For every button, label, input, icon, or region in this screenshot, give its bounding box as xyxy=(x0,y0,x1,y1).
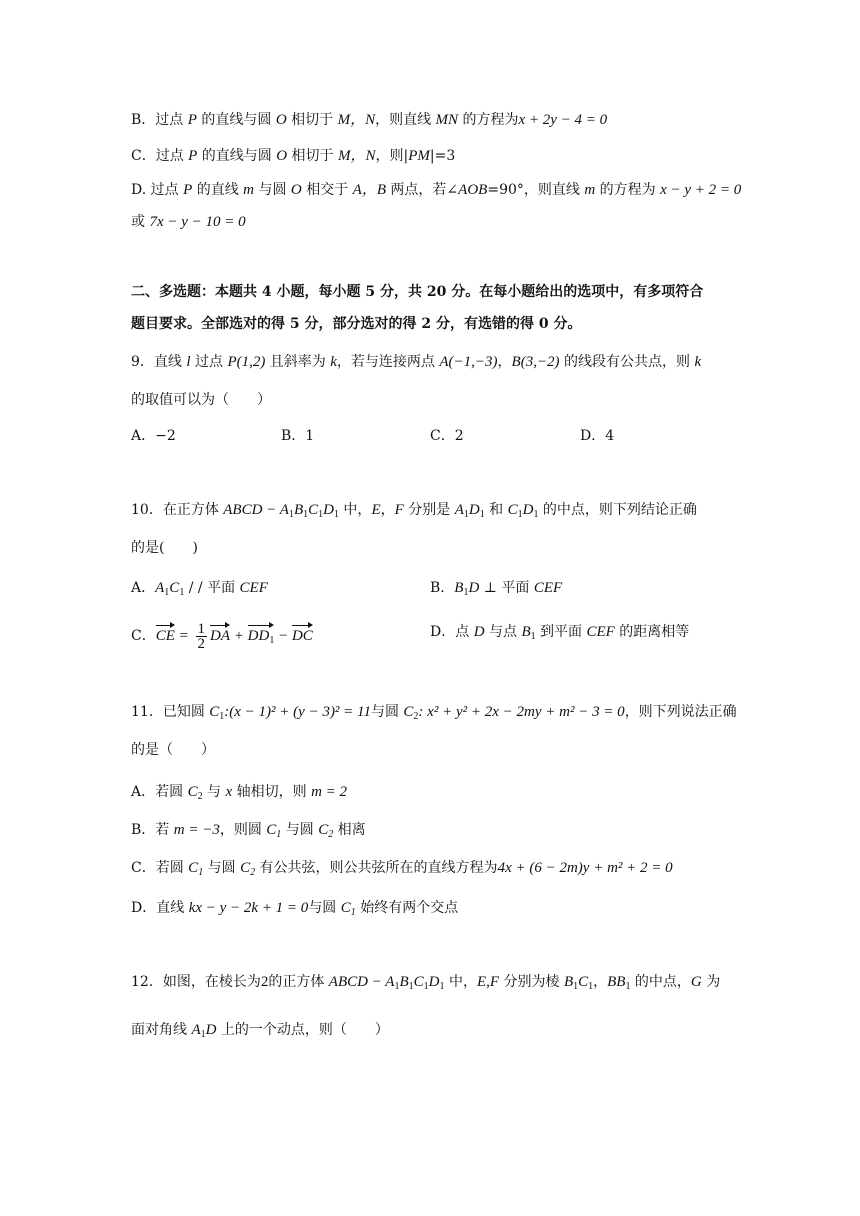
text: / / 平面 xyxy=(184,580,240,596)
text: 上的一个动点，则（ ） xyxy=(216,1022,389,1038)
text: ，则| xyxy=(375,148,409,164)
text: 到平面 xyxy=(535,624,587,640)
text: 的直线 xyxy=(192,182,244,198)
equation: m = −3 xyxy=(173,822,220,838)
text: ， xyxy=(380,502,395,518)
circle-c1: $C_1$ xyxy=(266,822,282,840)
points-mn: M，N xyxy=(337,112,376,128)
section-heading: 二、多选题：本题共 4 小题，每小题 5 分，共 20 分。在每小题给出的选项中，有多项符合 xyxy=(131,284,704,300)
diagonal-a1d: $A_1D$ xyxy=(191,1022,217,1040)
plane-cef: CEF xyxy=(586,624,615,640)
q11-option-a xyxy=(131,782,347,807)
text: 面对角线 xyxy=(131,1022,192,1038)
text: 相交于 xyxy=(301,182,353,198)
text: D．点 xyxy=(430,624,474,640)
text: 10．在正方体 xyxy=(131,502,224,518)
edge-length: 2 xyxy=(260,974,269,990)
q10-option-d xyxy=(430,622,689,647)
text: 中， xyxy=(444,974,477,990)
question-10-cont: 的是( ) xyxy=(131,540,198,556)
circle-c1: $C_1$ xyxy=(340,900,356,918)
q8-option-b xyxy=(131,110,607,130)
question-11-cont: 的是（ ） xyxy=(131,742,215,758)
slope-k: k xyxy=(694,354,702,370)
point-g: G xyxy=(690,974,702,990)
angle-aob: AOB xyxy=(458,182,488,198)
text: A． xyxy=(131,580,156,596)
text: C xyxy=(318,822,329,838)
line-m: m xyxy=(243,182,254,198)
text: 与圆 xyxy=(308,900,341,916)
text: 与 xyxy=(202,784,226,800)
points-mn: M，N xyxy=(338,148,376,164)
text: 的中点， xyxy=(630,974,691,990)
points-ef: E,F xyxy=(476,974,500,990)
point-p: P(1,2) xyxy=(227,354,266,370)
equation: x + 2y − 4 = 0 xyxy=(518,112,608,128)
q11-option-b xyxy=(131,820,366,845)
line-l: l xyxy=(186,354,191,370)
text: 的直线与圆 xyxy=(196,112,276,128)
text: 和 xyxy=(484,502,508,518)
text: ， xyxy=(497,354,512,370)
cube-name: ABCD − $A_1B_1C_1D_1$ xyxy=(223,502,339,520)
text: 相切于 xyxy=(286,112,338,128)
circle-o: O xyxy=(275,112,287,128)
text: 过点 xyxy=(190,354,228,370)
text: 分别是 xyxy=(403,502,455,518)
equation: 7x − y − 10 = 0 xyxy=(149,214,246,230)
text: 与点 xyxy=(484,624,522,640)
q9-option-a: A．−2 xyxy=(131,428,176,444)
x-axis: x xyxy=(225,784,233,800)
text: A．若圆 xyxy=(131,784,188,800)
circle-c1: $C_1$ xyxy=(209,704,225,722)
cube-name: ABCD − $A_1B_1C_1D_1$ xyxy=(328,974,445,992)
segment-pm: PM xyxy=(408,148,430,164)
equation: x − y + 2 = 0 xyxy=(660,182,742,198)
text: 为 xyxy=(701,974,721,990)
point-a: A(−1,−3) xyxy=(439,354,498,370)
text: 与圆 xyxy=(254,182,291,198)
text: 的线段有公共点，则 xyxy=(559,354,695,370)
text: ，则圆 xyxy=(219,822,267,838)
line-m: m xyxy=(584,182,596,198)
text: 的方程为 xyxy=(458,112,519,128)
text: ，若与连接两点 xyxy=(336,354,440,370)
text: 轴相切，则 xyxy=(232,784,312,800)
text: ⊥ 平面 xyxy=(479,580,534,596)
point-p: P xyxy=(188,148,198,164)
text: 分别为棱 xyxy=(499,974,564,990)
q10-option-a xyxy=(131,578,268,603)
equation: 4x + (6 − 2m)y + m² + 2 = 0 xyxy=(497,860,673,876)
point-p: P xyxy=(187,112,197,128)
circle-c2: $C_2$ xyxy=(187,784,203,802)
point-b: B(3,−2) xyxy=(511,354,560,370)
circle-c1: $C_1$ xyxy=(188,860,204,878)
q9-option-b: B．1 xyxy=(281,428,315,444)
point-f: F xyxy=(394,502,404,518)
text: 的正方体 xyxy=(268,974,329,990)
question-11 xyxy=(131,702,737,727)
question-9-cont: 的取值可以为（ ） xyxy=(131,392,271,408)
section-heading-cont: 题目要求。全部选对的得 5 分，部分选对的得 2 分，有选错的得 0 分。 xyxy=(131,316,582,332)
text: D．直线 xyxy=(131,900,189,916)
text: 有公共弦，则公共弦所在的直线方程为 xyxy=(255,860,498,876)
text: 的直线与圆 xyxy=(197,148,277,164)
vector-equation: CE = $\frac{1}{2}$ DA + $DD_1$ − DC xyxy=(155,621,313,652)
text: 相离 xyxy=(333,822,366,838)
segment-a1c1: $A_1C_1$ xyxy=(155,580,185,598)
q9-option-d: D．4 xyxy=(580,428,615,444)
edge-b1c1: $B_1C_1$ xyxy=(563,974,594,992)
text: 的中点，则下列结论正确 xyxy=(538,502,697,518)
q11-option-d xyxy=(131,898,458,923)
text: 12．如图，在棱长为 xyxy=(131,974,261,990)
question-12 xyxy=(131,972,720,997)
point-b1: $B_1$ xyxy=(521,624,536,642)
text: 与圆 xyxy=(370,704,404,720)
q11-option-c xyxy=(131,858,673,883)
equation: kx − y − 2k + 1 = 0 xyxy=(188,900,309,916)
q9-option-c: C．2 xyxy=(430,428,464,444)
question-10 xyxy=(131,500,697,525)
line-mn: MN xyxy=(435,112,459,128)
plane-cef: CEF xyxy=(239,580,268,596)
text: 两点，若∠ xyxy=(385,182,459,198)
text: 与圆 xyxy=(281,822,319,838)
point-e: E xyxy=(371,502,381,518)
text: 9．直线 xyxy=(131,354,187,370)
text: C xyxy=(266,822,277,838)
circle-c2-equation: : x² + y² + 2x − 2my + m² − 3 = 0 xyxy=(418,704,625,720)
text: B． xyxy=(430,580,455,596)
text: |=3 xyxy=(429,148,456,164)
text: =90°，则直线 xyxy=(487,182,585,198)
question-12-cont xyxy=(131,1020,389,1045)
text: ，则下列说法正确 xyxy=(624,704,737,720)
question-9 xyxy=(131,352,701,372)
q10-option-c xyxy=(131,622,313,651)
text: 或 xyxy=(131,214,150,230)
text: C． xyxy=(131,627,156,644)
text: 相切于 xyxy=(287,148,338,164)
text: D. 过点 xyxy=(131,182,184,198)
text: 的距离相等 xyxy=(614,624,690,640)
circle-o: O xyxy=(276,148,288,164)
text: ，则直线 xyxy=(375,112,436,128)
q10-option-b xyxy=(430,578,562,603)
text: ABCD − A xyxy=(223,502,289,518)
text: 与圆 xyxy=(203,860,241,876)
edge-bb1: $BB_1$ xyxy=(607,974,631,992)
edge-c1d1: $C_1D_1$ xyxy=(507,502,539,520)
q8-option-d xyxy=(131,180,741,200)
points-ab: A，B xyxy=(352,182,386,198)
plane-cef: CEF xyxy=(533,580,563,596)
text: 中， xyxy=(338,502,372,518)
circle-c1-equation: :(x − 1)² + (y − 3)² = 11 xyxy=(224,704,371,720)
circle-c2: $C_2$ xyxy=(240,860,256,878)
equation: m = 2 xyxy=(311,784,348,800)
text: B．若 xyxy=(131,822,174,838)
circle-o: O xyxy=(290,182,302,198)
text: 的方程为 xyxy=(595,182,661,198)
q8-option-d-cont xyxy=(131,212,246,232)
point-p: P xyxy=(183,182,193,198)
segment-b1d: $B_1D$ xyxy=(454,580,480,598)
q8-option-c xyxy=(131,146,455,166)
text: 11．已知圆 xyxy=(131,704,210,720)
text: B．过点 xyxy=(131,112,188,128)
circle-c2: $C_2$ xyxy=(403,704,419,722)
text: 始终有两个交点 xyxy=(355,900,459,916)
edge-a1d1: $A_1D_1$ xyxy=(454,502,485,520)
text: C．若圆 xyxy=(131,860,189,876)
text: ， xyxy=(593,974,608,990)
slope-k: k xyxy=(330,354,337,370)
point-d: D xyxy=(473,624,485,640)
text: C．过点 xyxy=(131,148,189,164)
text: 且斜率为 xyxy=(265,354,331,370)
circle-c2: $C_2$ xyxy=(318,822,334,840)
